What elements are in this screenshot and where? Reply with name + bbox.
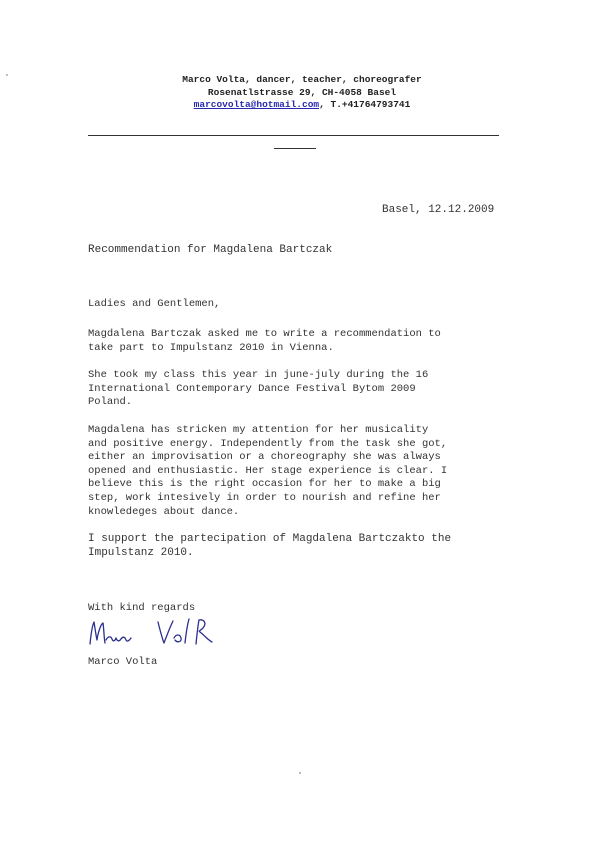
letter-date: Basel, 12.12.2009 [382,204,495,216]
closing-phrase: With kind regards [88,602,196,614]
short-divider [274,148,316,149]
letterhead-name-line: Marco Volta, dancer, teacher, choreografer [182,74,422,85]
phone-number: , T.+41764793741 [319,99,411,110]
body-paragraph-class: She took my class this year in june-july during the 16 International Contemporary Dance Festival Bytom 2009 Poland. [88,369,429,409]
letterhead-address-line: Rosenatlstrasse 29, CH-4058 Basel [207,86,397,98]
body-paragraph-assessment: Magdalena has stricken my attention for her musicality and positive energy. Independently from the task she got, either an improvisation or a choreography she was always opened and enthusiastic. Her stage experience is clear. I believe this is the right occasion for her to make a big step, work intesively in order to nourish and refine her knowledeges about dance. [88,424,448,518]
email-link[interactable]: marcovolta@hotmail.com [193,99,320,110]
salutation: Ladies and Gentlemen, [88,298,221,310]
signer-name: Marco Volta [88,656,158,668]
letterhead-contact-line [120,99,484,112]
body-paragraph-support: I support the partecipation of Magdalena Bartczakto the Impulstanz 2010. [88,533,452,559]
letterhead [120,74,484,112]
scan-speck [6,74,8,76]
letter-subject: Recommendation for Magdalena Bartczak [88,244,333,256]
scan-speck [299,772,301,774]
handwritten-signature [86,614,216,650]
body-paragraph-request: Magdalena Bartczak asked me to write a recommendation to take part to Impulstanz 2010 in Vienna. [88,328,441,354]
letterhead-divider [88,135,499,136]
